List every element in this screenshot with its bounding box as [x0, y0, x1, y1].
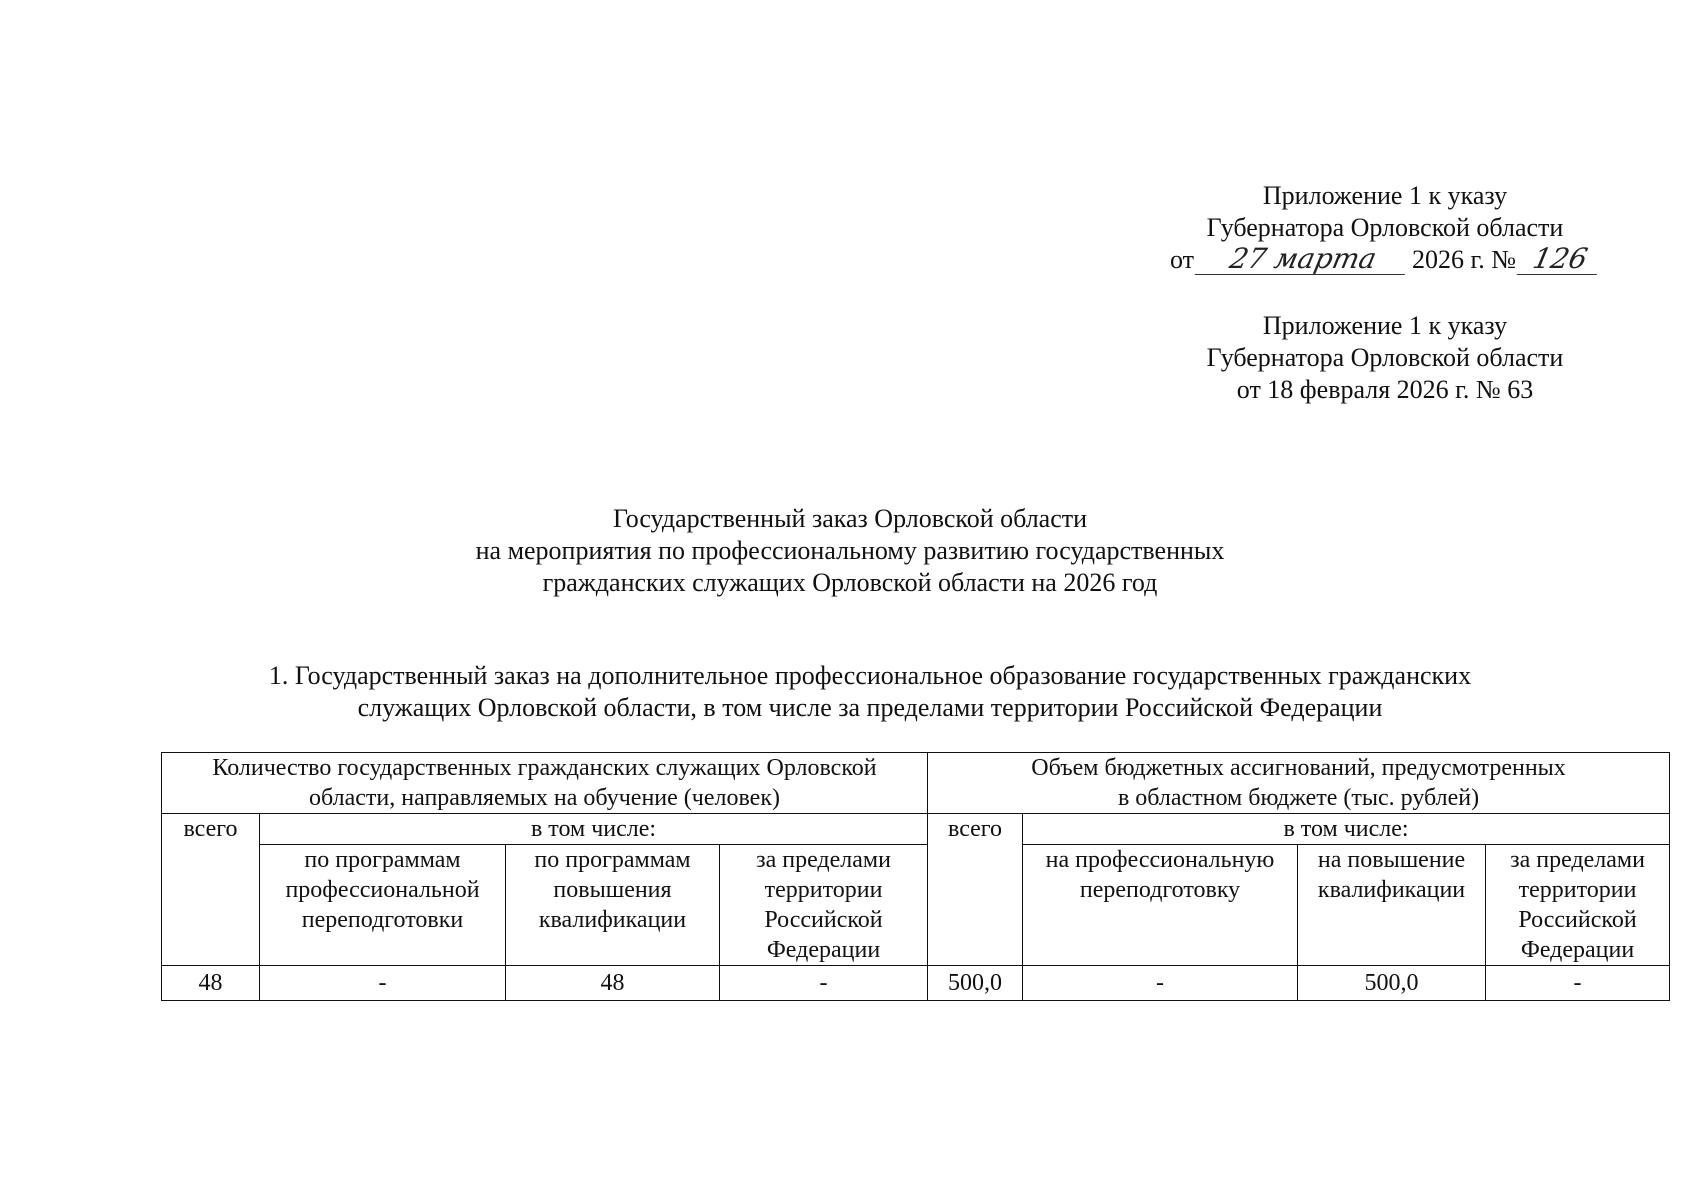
header-total-staff: всего	[162, 814, 260, 966]
annex-current-date-line	[1170, 244, 1600, 276]
header-budget-qualification: на повышение квалификации	[1298, 845, 1486, 966]
table-column-row	[162, 845, 1670, 966]
document-title-line2: на мероприятия по профессиональному развитию государственных	[475, 536, 1225, 565]
annex-current-line2: Губернатора Орловской области	[1206, 213, 1564, 242]
annex-current	[1170, 180, 1600, 276]
annex-previous-line1: Приложение 1 к указу	[1262, 311, 1508, 340]
annex-previous-line3: от 18 февраля 2026 г. № 63	[1236, 375, 1534, 404]
handwritten-number: 126	[1517, 244, 1604, 275]
annex-previous-line2: Губернатора Орловской области	[1206, 343, 1564, 372]
header-total-budget: всего	[928, 814, 1023, 966]
handwritten-date: 27 марта	[1195, 244, 1412, 275]
value-qualification: 48	[506, 966, 720, 1001]
table-row	[162, 966, 1670, 1001]
header-staff-count: Количество государственных гражданских служащих Орловской области, направляемых на обучение (человек)	[162, 753, 928, 814]
value-budget-retraining: -	[1023, 966, 1298, 1001]
annex-current-year: 2026 г. №	[1412, 245, 1517, 274]
document-title-line1: Государственный заказ Орловской области	[612, 504, 1088, 533]
header-including-staff: в том числе:	[260, 814, 928, 845]
value-total-staff: 48	[162, 966, 260, 1001]
section-title	[160, 660, 1580, 724]
value-retraining: -	[260, 966, 506, 1001]
value-abroad: -	[720, 966, 928, 1001]
annex-previous	[1170, 310, 1600, 406]
annex-current-line1: Приложение 1 к указу	[1262, 181, 1508, 210]
header-qualification: по программам повышения квалификации	[506, 845, 720, 966]
header-retraining: по программам профессиональной переподготовки	[260, 845, 506, 966]
header-abroad: за пределами территории Российской Федерации	[720, 845, 928, 966]
document-title-line3: гражданских служащих Орловской области на 2026 год	[542, 568, 1158, 597]
table-header-row	[162, 753, 1670, 814]
value-budget-abroad: -	[1486, 966, 1670, 1001]
section-title-line1: 1. Государственный заказ на дополнительное профессиональное образование государственных гражданских	[268, 661, 1472, 690]
table-subheader-row	[162, 814, 1670, 845]
header-including-budget: в том числе:	[1023, 814, 1670, 845]
value-total-budget: 500,0	[928, 966, 1023, 1001]
header-budget: Объем бюджетных ассигнований, предусмотренных в областном бюджете (тыс. рублей)	[928, 753, 1670, 814]
header-budget-abroad: за пределами территории Российской Федерации	[1486, 845, 1670, 966]
section-title-line2: служащих Орловской области, в том числе за пределами территории Российской Федерации	[357, 693, 1383, 722]
document-title	[300, 503, 1400, 599]
annex-current-prefix: от	[1170, 245, 1195, 274]
order-table	[161, 752, 1670, 1001]
header-budget-retraining: на профессиональную переподготовку	[1023, 845, 1298, 966]
value-budget-qualification: 500,0	[1298, 966, 1486, 1001]
